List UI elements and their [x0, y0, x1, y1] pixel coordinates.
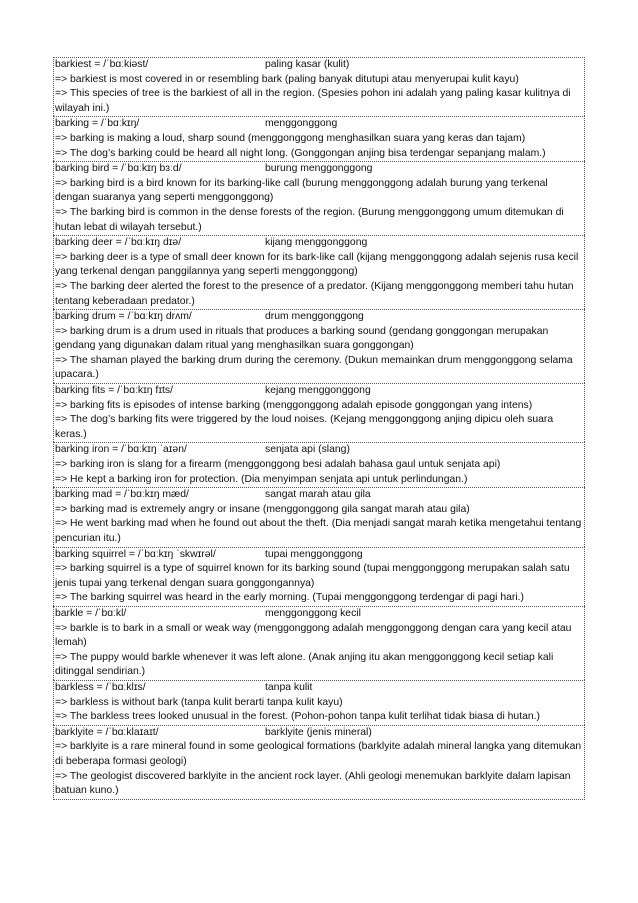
definition-text: => barkle is to bark in a small or weak way (menggonggong adalah menggonggong dengan cara yang kecil atau lemah) — [55, 622, 572, 649]
definition-text: => barkless is without bark (tanpa kulit berarti tanpa kulit kayu) — [55, 696, 343, 708]
headword-pronunciation: barking drum = /ˈbɑːkɪŋ drʌm/ — [55, 311, 192, 323]
dictionary-entry — [53, 383, 585, 442]
translation: barklyite (jenis mineral) — [265, 726, 372, 738]
dictionary-entry — [53, 725, 585, 800]
definition-text: => barking mad is extremely angry or insane (menggonggong gila sangat marah atau gila) — [55, 503, 470, 515]
definition-text: => barking deer is a type of small deer known for its bark-like call (kijang menggonggong adalah sejenis rusa kecil yang terkenal dengan panggilannya yang seperti menggonggong) — [55, 251, 579, 278]
headword-pronunciation: barkless = /ˈbɑːklɪs/ — [55, 681, 146, 693]
example-sentence: => He kept a barking iron for protection. (Dia menyimpan senjata api untuk perlindungan.) — [55, 473, 468, 485]
example-sentence: => The barking squirrel was heard in the early morning. (Tupai menggonggong terdengar di pagi hari.) — [55, 592, 525, 604]
dictionary-entry — [53, 309, 585, 383]
dictionary-entry — [53, 116, 585, 161]
translation: senjata api (slang) — [265, 444, 350, 456]
entry-header — [55, 117, 583, 132]
headword-pronunciation: barking fits = /ˈbɑːkɪŋ fɪts/ — [55, 385, 173, 397]
dictionary-entry — [53, 235, 585, 309]
entry-header — [55, 58, 583, 73]
headword-pronunciation: barklyite = /ˈbɑːklaɪaɪt/ — [55, 726, 159, 738]
dictionary-entry — [53, 487, 585, 546]
example-sentence: => The dog’s barking fits were triggered by the loud noises. (Kejang menggonggong anjing dipicu oleh suara keras.) — [55, 414, 554, 440]
dictionary-entry — [53, 547, 585, 606]
headword-pronunciation: barking deer = /ˈbɑːkɪŋ dɪə/ — [55, 237, 182, 249]
entry-header — [55, 681, 583, 696]
translation: drum menggonggong — [265, 311, 364, 323]
definition-text: => barking bird is a bird known for its barking-like call (burung menggonggong adalah burung yang terkenal dengan suaranya yang seperti menggonggong) — [55, 177, 548, 204]
translation: burung menggonggong — [265, 163, 373, 175]
dictionary-entry — [53, 680, 585, 725]
headword-pronunciation: barking iron = /ˈbɑːkɪŋ ˈaɪən/ — [55, 444, 187, 456]
entry-header — [55, 384, 583, 399]
example-sentence: => He went barking mad when he found out about the theft. (Dia menjadi sangat marah ketika mengetahui tentang pencurian itu.) — [55, 518, 582, 544]
translation: menggonggong kecil — [265, 607, 361, 619]
definition-text: => barklyite is a rare mineral found in some geological formations (barklyite adalah mineral langka yang ditemukan di beberapa formasi geologi) — [55, 741, 582, 767]
example-sentence: => The shaman played the barking drum during the ceremony. (Dukun memainkan drum menggonggong selama upacara.) — [55, 354, 573, 381]
example-sentence: => The barking deer alerted the forest to the presence of a predator. (Kijang menggonggong memberi tahu hutan tentang keberadaan predator.) — [55, 280, 574, 307]
example-sentence: => The geologist discovered barklyite in the ancient rock layer. (Ahli geologi menemukan barklyite dalam lapisan batuan kuno.) — [55, 770, 571, 797]
headword-pronunciation: barkiest = /ˈbɑːkiəst/ — [55, 59, 149, 70]
entry-header — [55, 236, 583, 251]
translation: tupai menggonggong — [265, 548, 363, 560]
dictionary-entry — [53, 442, 585, 487]
example-sentence: => The puppy would barkle whenever it was left alone. (Anak anjing itu akan menggonggong kecil setiap kali ditinggal sendirian.) — [55, 651, 554, 678]
translation: kejang menggonggong — [265, 385, 371, 397]
translation: menggonggong — [265, 118, 338, 130]
dictionary-entry — [53, 57, 585, 116]
definition-text: => barking drum is a drum used in rituals that produces a barking sound (gendang gonggongan merupakan gendang yang digunakan dalam ritual yang menghasilkan suara gonggongan) — [55, 325, 549, 352]
definition-text: => barking fits is episodes of intense barking (menggonggong adalah episode gonggongan yang intens) — [55, 399, 533, 411]
entry-header — [55, 726, 583, 741]
entry-header — [55, 310, 583, 325]
entry-header — [55, 488, 583, 503]
dictionary-sheet — [53, 57, 585, 800]
translation: sangat marah atau gila — [265, 489, 371, 501]
definition-text: => barking iron is slang for a firearm (menggonggong besi adalah bahasa gaul untuk senjata api) — [55, 459, 501, 471]
headword-pronunciation: barking squirrel = /ˈbɑːkɪŋ ˈskwɪrəl/ — [55, 548, 216, 560]
definition-text: => barking is making a loud, sharp sound (menggonggong menghasilkan suara yang keras dan tajam) — [55, 132, 526, 144]
entry-header — [55, 162, 583, 177]
definition-text: => barking squirrel is a type of squirrel known for its barking sound (tupai menggonggong merupakan salah satu jenis tupai yang terkenal dengan suara gonggongannya) — [55, 563, 570, 589]
headword-pronunciation: barking bird = /ˈbɑːkɪŋ bɜːd/ — [55, 163, 182, 175]
translation: paling kasar (kulit) — [265, 59, 350, 70]
entry-header — [55, 443, 583, 458]
dictionary-entry — [53, 606, 585, 680]
headword-pronunciation: barking = /ˈbɑːkɪŋ/ — [55, 118, 140, 130]
example-sentence: => The dog’s barking could be heard all night long. (Gonggongan anjing bisa terdengar sepanjang malam.) — [55, 147, 546, 159]
translation: tanpa kulit — [265, 681, 313, 693]
definition-text: => barkiest is most covered in or resembling bark (paling banyak ditutupi atau menyerupai kulit kayu) — [55, 73, 519, 85]
entry-header — [55, 607, 583, 622]
headword-pronunciation: barking mad = /ˈbɑːkɪŋ mæd/ — [55, 489, 189, 501]
entry-header — [55, 548, 583, 563]
example-sentence: => This species of tree is the barkiest of all in the region. (Spesies pohon ini adalah yang paling kasar kulitnya di wilayah ini.) — [55, 88, 571, 114]
translation: kijang menggonggong — [265, 237, 368, 249]
example-sentence: => The barking bird is common in the dense forests of the region. (Burung menggonggong umum ditemukan di hutan lebat di wilayah tersebut.) — [55, 206, 564, 233]
example-sentence: => The barkless trees looked unusual in the forest. (Pohon-pohon tanpa kulit terlihat tidak biasa di hutan.) — [55, 711, 541, 723]
headword-pronunciation: barkle = /ˈbɑːkl/ — [55, 607, 127, 619]
dictionary-entry — [53, 161, 585, 235]
